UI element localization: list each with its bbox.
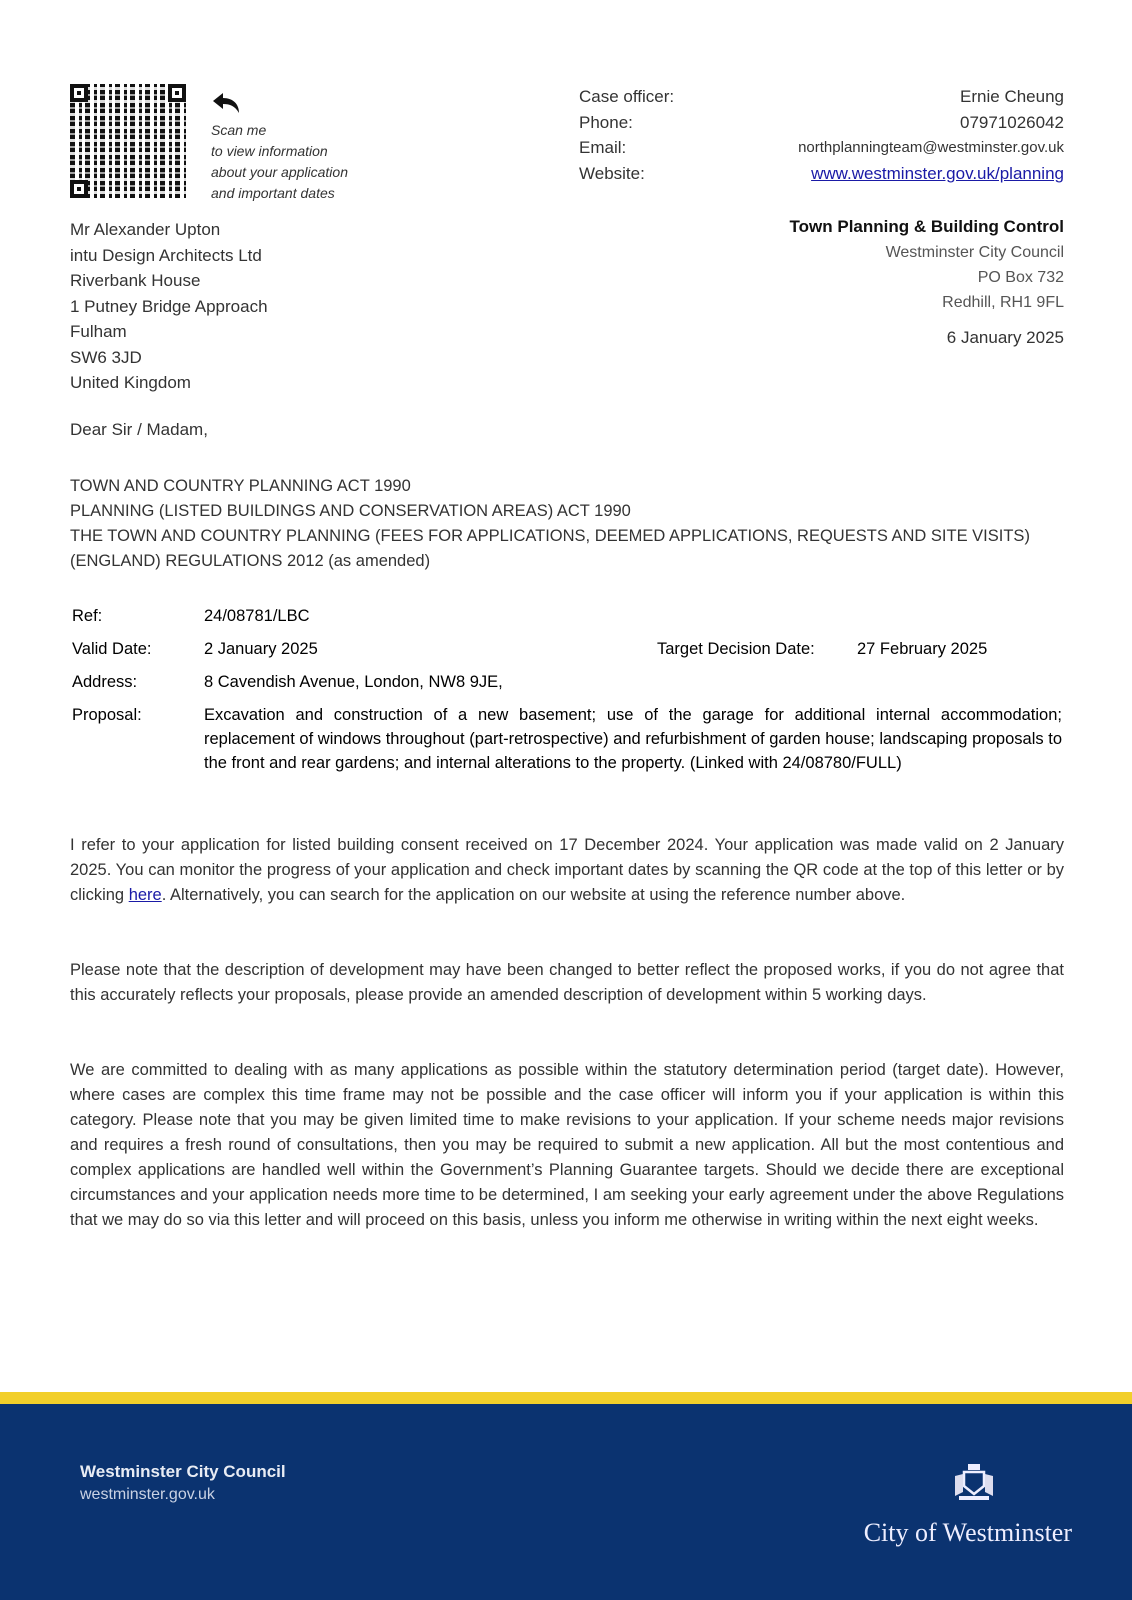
- act-line: TOWN AND COUNTRY PLANNING ACT 1990: [70, 477, 411, 495]
- contact-details: [579, 84, 1064, 186]
- phone: 07971026042: [959, 112, 1064, 132]
- address-line: Riverbank House: [70, 271, 201, 290]
- target-value: 27 February 2025: [857, 640, 988, 658]
- case-officer: Ernie Cheung: [960, 87, 1064, 106]
- ref-value: 24/08781/LBC: [204, 607, 310, 625]
- curved-arrow-icon: [211, 92, 241, 114]
- legislation: [70, 474, 1070, 574]
- department: Town Planning & Building Control: [789, 217, 1064, 236]
- website-link[interactable]: www.westminster.gov.uk/planning: [811, 163, 1064, 183]
- email: northplanningteam@westminster.gov.uk: [798, 139, 1064, 156]
- qr-finder: [70, 84, 88, 102]
- footer-site: westminster.gov.uk: [80, 1486, 215, 1503]
- text: I refer to your application for listed building consent received on 17 December 2024. Your application was made valid on 2 January 2025. You can monitor the progress of your application and check important dates by scanning the QR code at the top of this letter or by clicking: [70, 836, 1064, 904]
- address-line: Fulham: [70, 322, 127, 341]
- po-box: PO Box 732: [977, 269, 1064, 286]
- scan-instructions: [211, 92, 348, 204]
- here-link[interactable]: here: [128, 886, 162, 904]
- council-name: Westminster City Council: [885, 244, 1064, 261]
- contact-label: Phone:: [579, 112, 633, 132]
- qr-finder: [168, 84, 186, 102]
- city-of-westminster-logo: City of Westminster: [863, 1518, 1072, 1547]
- footer-stripe: [0, 1392, 1132, 1404]
- paragraph-1: [70, 833, 1064, 908]
- recipient-address: [70, 217, 268, 396]
- paragraph-3: We are committed to dealing with as many applications as possible within the statutory determination period (target date). However, where cases are complex this time frame may not be possible and the case officer will inform you if your application is within this category. Please note that you may be given limited time to make revisions to your application. If your scheme needs major revisions and requires a fresh round of consultations, then you may be required to submit a new application. All but the most contentious and complex applications are handled well within the Government’s Planning Guarantee targets. Should we decide there are exceptional circumstances and your application needs more time to be determined, I am seeking your early agreement under the above Regulations that we may do so via this letter and will proceed on this basis, unless you inform me otherwise in writing within the next eight weeks.: [70, 1061, 1064, 1229]
- target-label: Target Decision Date:: [657, 640, 815, 658]
- proposal-label: Proposal:: [72, 706, 142, 724]
- address-line: 1 Putney Bridge Approach: [70, 296, 268, 316]
- qr-code[interactable]: [70, 84, 186, 198]
- proposal-value: Excavation and construction of a new basement; use of the garage for additional internal accommodation; replacement of windows throughout (part-retrospective) and refurbishment of garden house; landscaping proposals to the front and rear gardens; and internal alterations to the property. (Linked with 24/08780/FULL): [204, 706, 1062, 772]
- salutation: Dear Sir / Madam,: [70, 420, 208, 439]
- contact-label: Email:: [579, 138, 627, 157]
- paragraph-2: Please note that the description of development may have been changed to better reflect the proposed works, if you do not agree that this accurately reflects your proposals, please provide an amended description of development within 5 working days.: [70, 961, 1064, 1004]
- address-line: Mr Alexander Upton: [70, 220, 221, 239]
- footer-council: Westminster City Council: [80, 1462, 286, 1481]
- sender-address: [790, 214, 1064, 315]
- letter-date: 6 January 2025: [946, 328, 1064, 347]
- coat-of-arms-icon: [951, 1462, 997, 1502]
- valid-label: Valid Date:: [72, 640, 152, 658]
- text: . Alternatively, you can search for the application on our website at using the reference number above.: [161, 886, 906, 904]
- contact-label: Case officer:: [579, 87, 675, 106]
- address-label: Address:: [72, 673, 138, 691]
- scan-line: Scan me: [211, 122, 267, 138]
- address-value: 8 Cavendish Avenue, London, NW8 9JE,: [204, 673, 503, 691]
- address-line: intu Design Architects Ltd: [70, 245, 262, 265]
- town: Redhill, RH1 9FL: [942, 294, 1064, 311]
- act-line: PLANNING (LISTED BUILDINGS AND CONSERVATION AREAS) ACT 1990: [70, 502, 631, 520]
- scan-line: to view information: [211, 143, 328, 159]
- address-line: SW6 3JD: [70, 347, 142, 367]
- contact-label: Website:: [579, 163, 645, 183]
- valid-value: 2 January 2025: [204, 640, 318, 658]
- ref-label: Ref:: [72, 607, 103, 625]
- act-line: THE TOWN AND COUNTRY PLANNING (FEES FOR APPLICATIONS, DEEMED APPLICATIONS, REQUESTS AND SITE VISITS) (ENGLAND) REGULATIONS 2012 (as amended): [70, 527, 1030, 570]
- qr-finder: [70, 180, 88, 198]
- scan-line: about your application: [211, 164, 348, 180]
- scan-line: and important dates: [211, 185, 335, 201]
- application-details: [72, 604, 1062, 784]
- address-line: United Kingdom: [70, 373, 191, 392]
